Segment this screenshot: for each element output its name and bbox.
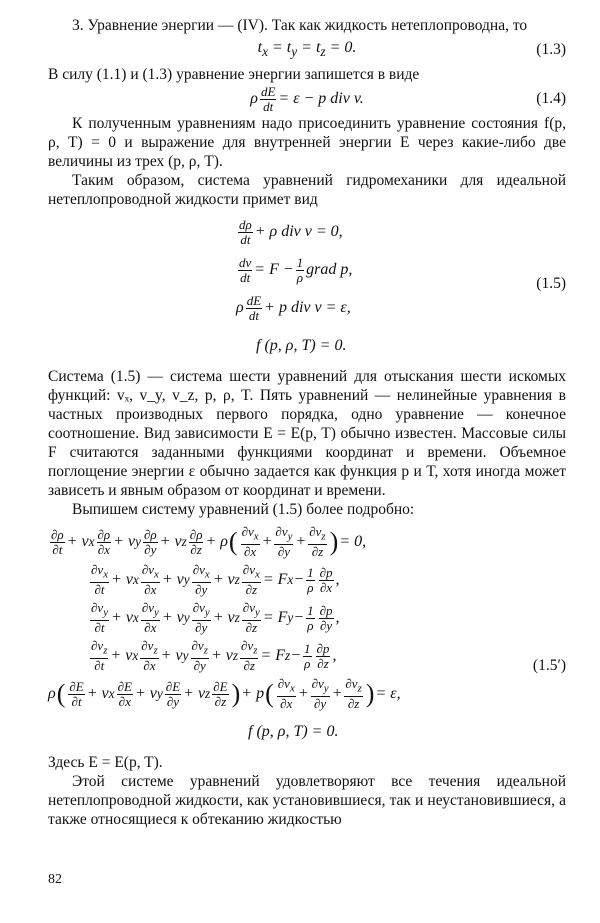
fraction [240,639,258,673]
fraction [90,639,108,673]
paragraph-detailed-intro: Выпишем систему уравнений (1.5) более подробно: [72,501,415,518]
fraction-denominator: ∂y [193,657,206,673]
fraction [277,677,296,711]
fraction [212,680,228,709]
fraction-numerator: 1 [296,254,304,270]
fraction [306,566,315,595]
fraction [296,256,305,285]
system-1-5p-line-3: $\frac{\partial v_y}{\partial t}$ + v x $\frac{\partial v_y}{\partial x}$ + v y $\frac{\partial v_y}{\partial y}$ + v z $\frac{\partial v_y}{\partial z}$ = F y − $\frac{1}{\rho}$ $\frac{\partial p}{\partial y}$ , [91,600,340,635]
line-rest: grad p, [306,261,353,278]
fraction [274,525,293,559]
fraction-denominator: ∂x [144,619,157,635]
fraction-denominator: ρ [307,579,314,595]
fraction [242,563,261,597]
fraction [238,256,252,285]
fraction-denominator: ∂y [319,617,333,633]
equation-1-3 [48,35,566,65]
line-pre: ρ [236,299,244,316]
fraction-numerator: ∂p [319,564,333,580]
fraction-numerator: $\partial v_y$ [275,524,293,543]
fraction-denominator: ∂y [195,581,208,597]
fraction [316,642,331,671]
equation-1-4-number: (1.4) [536,90,566,107]
fraction-numerator: $\partial v_x$ [141,562,159,581]
system-1-5p-line-6 [48,713,566,751]
fraction-denominator: ∂x [118,693,131,709]
fraction [90,563,109,597]
fraction-denominator: ∂x [280,695,293,711]
fraction-denominator: ρ [304,655,311,671]
page-body [48,16,566,829]
fraction [241,525,260,559]
fraction [68,680,84,709]
fraction-denominator: ∂x [244,543,257,559]
fraction-denominator: ∂z [311,543,324,559]
fraction-numerator: $\partial v_z$ [345,676,362,695]
fraction [143,528,158,557]
system-1-5p-number: (1.5′) [532,657,566,674]
fraction-numerator: $\partial v_x$ [241,524,259,543]
fraction [165,680,181,709]
fraction-denominator: ∂t [94,581,105,597]
fraction-numerator: 1 [304,640,311,656]
fraction-numerator: ∂E [165,678,181,694]
fraction-numerator: ∂E [69,678,84,694]
fraction-denominator: ∂t [52,541,63,557]
fraction [90,601,109,635]
system-1-5-line-4 [236,327,566,365]
fraction [192,601,211,635]
fraction [50,528,65,557]
page-number: 82 [48,872,62,887]
fraction-denominator: ∂x [319,579,333,595]
fraction-denominator: ∂t [94,657,105,673]
fraction [140,639,158,673]
fraction [189,528,204,557]
equation-1-4 [48,84,566,114]
fraction-numerator: $\partial v_y$ [91,600,109,619]
fraction-denominator: ρ [296,269,304,285]
fraction-denominator: ∂y [313,695,327,711]
system-1-5-line-2 [236,251,566,289]
fraction-numerator: dv [239,254,252,270]
fraction-numerator: 1 [307,564,314,580]
paragraph-here: Здесь E = E(p, T). [48,754,163,771]
fraction [303,642,312,671]
fraction-denominator: ∂x [144,581,157,597]
equation-1-4-rhs: = ε − p div v. [278,90,364,107]
fraction-numerator: dE [246,292,262,308]
fraction [238,218,253,247]
line-rest: + ρ div v = 0, [254,223,343,240]
system-1-5 [48,213,566,365]
fraction-denominator: ∂y [195,619,208,635]
fraction-denominator: dt [248,307,259,323]
fraction-numerator: $\partial v_x$ [277,676,295,695]
fraction-denominator: ∂z [190,541,202,557]
line-mid: = F − [254,261,294,278]
fraction-denominator: ∂z [317,655,329,671]
equation-1-3-number: (1.3) [536,41,566,58]
fraction-numerator: ∂p [316,640,330,656]
fraction-numerator: ∂E [117,678,132,694]
system-1-5-line-3 [236,289,566,327]
fraction-numerator: $\partial v_z$ [191,638,208,657]
fraction-numerator: $\partial v_y$ [311,676,329,695]
system-1-5-number: (1.5) [536,275,566,292]
fraction [308,525,326,559]
equation-1-4-fraction [260,85,276,114]
fraction-denominator: ∂t [71,693,82,709]
paragraph-system-intro: Таким образом, система уравнений гидромеханики для идеальной нетеплопроводной жидкости примет вид [48,172,566,208]
fraction-numerator: $\partial v_z$ [91,638,108,657]
line-body: f (p, ρ, T) = 0. [248,723,339,740]
paragraph-flows: Этой системе уравнений удовлетворяют все течения идеальной нетеплопроводной жидкости, как установившиеся, так и неустановившиеся, а также относящиеся к обтеканию жидкостью [48,773,566,828]
fraction [97,528,112,557]
fraction [191,639,209,673]
paragraph-state-equation: К полученным уравнениям надо присоединить уравнение состояния f(p, ρ, T) = 0 и выражение для внутренней энергии E через какие-либо две величины из трех (p, ρ, T). [48,115,566,170]
fraction-denominator: ∂z [245,619,258,635]
fraction-numerator: ∂ρ [144,526,157,542]
fraction [246,294,262,323]
system-1-5p-line-2: $\frac{\partial v_x}{\partial t}$ + v x $\frac{\partial v_x}{\partial x}$ + v y $\frac{\partial v_x}{\partial y}$ + v z $\frac{\partial v_x}{\partial z}$ = F x − $\frac{1}{\rho}$ $\frac{\partial p}{\partial x}$ , [91,562,340,597]
system-1-5p-line-4: $\frac{\partial v_z}{\partial t}$ + v x $\frac{\partial v_z}{\partial x}$ + v y $\frac{\partial v_z}{\partial y}$ + v z $\frac{\partial v_z}{\partial z}$ = F z − $\frac{1}{\rho}$ $\frac{\partial p}{\partial z}$ , [91,638,337,673]
line-body: f (p, ρ, T) = 0. [256,337,347,354]
fraction-denominator: dt [240,269,251,285]
fraction-numerator: ∂E [213,678,228,694]
system-1-5p-line-5: ρ ( $\frac{\partial E}{\partial t}$ + v x $\frac{\partial E}{\partial x}$ + v y $\frac{\partial E}{\partial y}$ + v z $\frac{\partial E}{\partial z}$ ) + p ( $\frac{\partial v_x}{\partial x}$ + $\frac{\partial v_y}{\partial y}$ + $\frac{\partial v_z}{\partial z}$ ) = ε, [48,676,401,711]
fraction [192,563,211,597]
fraction-denominator: dt [263,98,274,114]
fraction [319,566,334,595]
fraction-denominator: dt [240,231,251,247]
fraction-denominator: ∂t [94,619,105,635]
fraction-denominator: ∂y [166,693,180,709]
fraction-numerator: $\partial v_z$ [241,638,258,657]
fraction-denominator: ∂x [97,541,110,557]
fraction-denominator: ∂y [144,541,157,557]
fraction [306,604,315,633]
fraction-numerator: $\partial v_z$ [309,524,326,543]
fraction-numerator: 1 [307,602,314,618]
fraction [344,677,362,711]
fraction [311,677,330,711]
fraction-numerator: ∂ρ [51,526,64,542]
system-1-5-prime [48,523,566,751]
fraction-denominator: ∂x [143,657,156,673]
fraction-numerator: $\partial v_y$ [192,600,210,619]
paragraph-energy-equation: 3. Уравнение энергии — (IV). Так как жидкость нетеплопроводна, то [72,17,528,34]
fraction-numerator: ∂ρ [189,526,203,542]
fraction-denominator: ∂z [245,581,258,597]
fraction-numerator: dρ [239,216,252,232]
fraction-denominator: ∂z [243,657,255,673]
fraction-denominator: ∂z [347,695,360,711]
fraction-numerator: $\partial v_y$ [242,600,260,619]
fraction [117,680,133,709]
fraction-denominator: ρ [307,617,314,633]
fraction-numerator: $\partial v_y$ [141,600,159,619]
line-rest: + p div v = ε, [264,299,351,316]
fraction-numerator: ∂p [319,602,333,618]
fraction [141,563,160,597]
equation-1-3-body: $t_x = t_y = t_z = 0$. [257,39,357,60]
paragraph-system-description: Система (1.5) — система шести уравнений для отыскания шести искомых функций: vₓ, v_y, v_z, p, ρ, T. Пять уравнений — нелинейные уравнения в частных производных первого порядка, одно уравнение — конечное соотношение. Вид зависимости E = E(p, T) обычно известен. Массовые силы F считаются заданными функциями координат и времени. Объемное поглощение энергии ε обычно задается как функция p и T, хотя иногда может зависеть и явным образом от координат и времени. [48,368,566,499]
fraction-denominator: ∂z [214,693,227,709]
fraction-numerator: $\partial v_x$ [91,562,109,581]
fraction-numerator: $\partial v_x$ [242,562,260,581]
system-1-5p-line-1: $\frac{\partial\rho}{\partial t}$ + v x $\frac{\partial\rho}{\partial x}$ + v y $\frac{\partial\rho}{\partial y}$ + v z $\frac{\partial\rho}{\partial z}$ + ρ ( $\frac{\partial v_x}{\partial x}$ + $\frac{\partial v_y}{\partial y}$ + $\frac{\partial v_z}{\partial z}$ ) = 0, [51,524,367,559]
fraction-numerator: $\partial v_z$ [141,638,158,657]
paragraph-energy-form: В силу (1.1) и (1.3) уравнение энергии запишется в виде [48,66,420,83]
system-1-5-line-1 [236,213,566,251]
fraction [242,601,261,635]
fraction-denominator: ∂y [277,543,291,559]
equation-1-4-rho: ρ [250,90,258,107]
fraction-numerator: $\partial v_x$ [192,562,210,581]
fraction [141,601,160,635]
fraction-numerator: ∂ρ [97,526,111,542]
fraction [319,604,334,633]
fraction-numerator: dE [260,83,276,99]
